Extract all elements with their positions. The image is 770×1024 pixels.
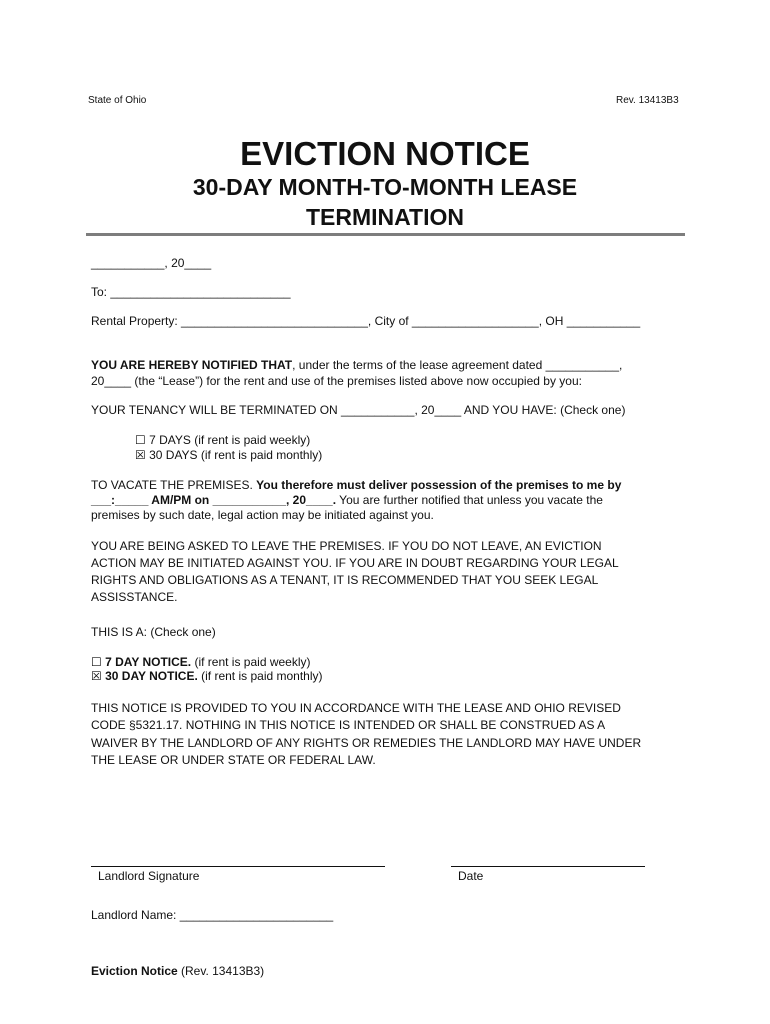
notification-line1	[91, 357, 622, 373]
state-label: State of Ohio	[88, 95, 147, 106]
notice-option-30-day	[91, 668, 323, 684]
document-title: EVICTION NOTICE	[240, 135, 530, 172]
landlord-signature-line	[91, 866, 385, 867]
tenancy-termination-text: YOUR TENANCY WILL BE TERMINATED ON ___________, 20____ AND YOU HAVE: (Check one)	[91, 403, 626, 417]
title-divider	[86, 233, 685, 236]
vacate-plain-lead: TO VACATE THE PREMISES.	[91, 478, 257, 492]
notification-line1-rest: , under the terms of the lease agreement dated ___________,	[292, 358, 623, 372]
notice-option-30-day-title: 30 DAY NOTICE.	[105, 669, 198, 683]
footer-revision: (Rev. 13413B3)	[177, 964, 265, 978]
legal-line3: WAIVER BY THE LANDLORD OF ANY RIGHTS OR REMEDIES THE LANDLORD MAY HAVE UNDER	[91, 736, 642, 750]
footer-document-label	[91, 963, 264, 979]
vacate-line1	[91, 477, 621, 493]
vacate-bold-line2: ___:_____ AM/PM on ___________, 20____.	[91, 493, 337, 507]
tenancy-option-7-days: ☐ 7 DAYS (if rent is paid weekly)	[135, 433, 311, 447]
warning-line3: RIGHTS AND OBLIGATIONS AS A TENANT, IT IS RECOMMENDED THAT YOU SEEK LEGAL	[91, 573, 599, 587]
revision-label: Rev. 13413B3	[616, 95, 679, 106]
notice-option-7-day-title: 7 DAY NOTICE.	[105, 655, 192, 669]
signature-date-label: Date	[458, 869, 484, 883]
warning-line2: ACTION MAY BE INITIATED AGAINST YOU. IF YOU ARE IN DOUBT REGARDING YOUR LEGAL	[91, 556, 619, 570]
date-signature-line	[451, 866, 645, 867]
vacate-line3: premises by such date, legal action may be initiated against you.	[91, 508, 434, 522]
vacate-line2-rest: You are further notified that unless you vacate the	[336, 493, 603, 507]
legal-line2: CODE §5321.17. NOTHING IN THIS NOTICE IS INTENDED OR SHALL BE CONSTRUED AS A	[91, 718, 606, 732]
footer-title: Eviction Notice	[91, 964, 178, 978]
warning-line1: YOU ARE BEING ASKED TO LEAVE THE PREMISES. IF YOU DO NOT LEAVE, AN EVICTION	[91, 539, 602, 553]
notification-bold-lead: YOU ARE HEREBY NOTIFIED THAT	[91, 358, 293, 372]
vacate-bold-line1: You therefore must deliver possession of the premises to me by	[256, 478, 622, 492]
notice-option-7-day-detail: (if rent is paid weekly)	[191, 655, 311, 669]
document-subtitle-line1: 30-DAY MONTH-TO-MONTH LEASE	[192, 174, 578, 200]
notice-type-label: THIS IS A: (Check one)	[91, 625, 216, 639]
landlord-name-field: Landlord Name: _______________________	[91, 908, 334, 922]
to-field: To: ___________________________	[91, 285, 291, 299]
landlord-signature-label: Landlord Signature	[98, 869, 200, 883]
notice-option-30-day-detail: (if rent is paid monthly)	[197, 669, 323, 683]
document-subtitle-line2: TERMINATION	[305, 204, 464, 230]
checkbox-unchecked-icon: ☐	[91, 655, 106, 669]
vacate-line2	[91, 492, 603, 508]
warning-line4: ASSISSTANCE.	[91, 590, 178, 604]
rental-property-field: Rental Property: ____________________________, City of ___________________, OH ___________	[91, 314, 641, 328]
checkbox-checked-icon: ☒	[91, 669, 106, 683]
legal-line1: THIS NOTICE IS PROVIDED TO YOU IN ACCORDANCE WITH THE LEASE AND OHIO REVISED	[91, 701, 621, 715]
notification-line2: 20____ (the “Lease”) for the rent and use of the premises listed above now occupied by you:	[91, 374, 582, 388]
tenancy-option-30-days: ☒ 30 DAYS (if rent is paid monthly)	[135, 448, 323, 462]
date-field: ___________, 20____	[91, 256, 212, 270]
legal-line4: THE LEASE OR UNDER STATE OR FEDERAL LAW.	[91, 753, 376, 767]
